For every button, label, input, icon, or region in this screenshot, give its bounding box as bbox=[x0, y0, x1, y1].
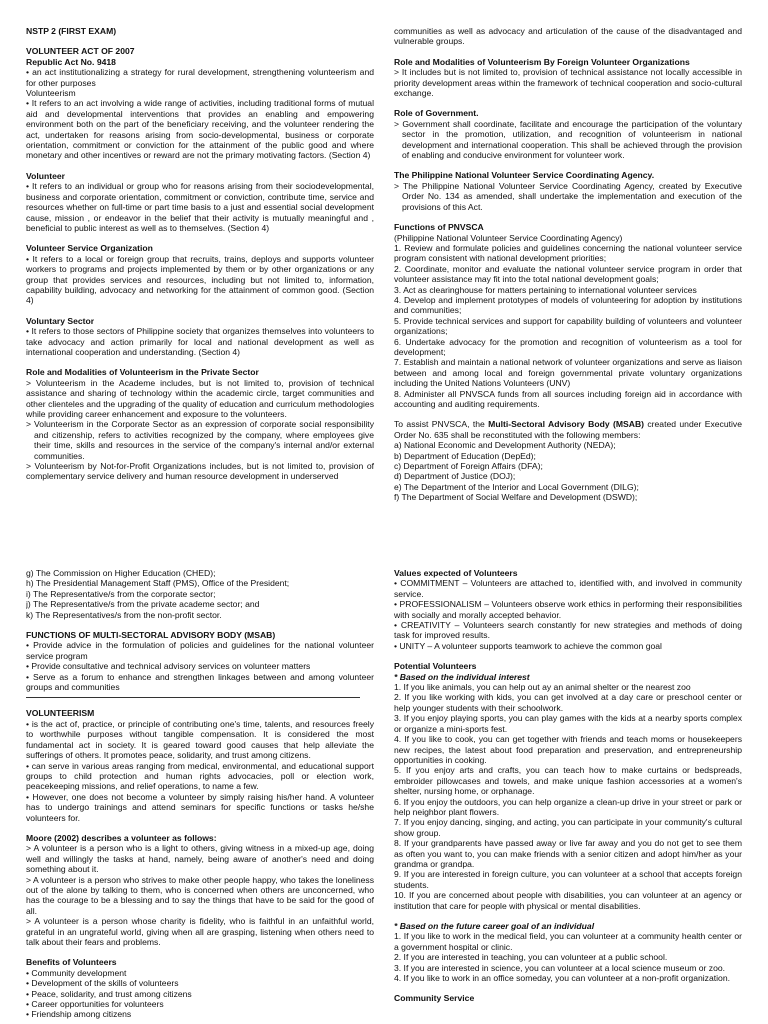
pnvsca-heading: The Philippine National Volunteer Service Coordinating Agency. bbox=[394, 170, 655, 181]
moore-item: > A volunteer is a person who strives to make other people happy, who takes the loneliness out of the alone by talking to them, who is concerned when others are unconcerned, who has the courage to be a blessing and to say the things that have to be said for the good of all. bbox=[26, 874, 374, 916]
pnvsca-definition: > The Philippine National Volunteer Service Coordinating Agency, created by Executive Order No. 134 as amended, shall undertake the implementation and execution of the provisions of this Act. bbox=[394, 180, 742, 212]
community-service-heading: Community Service bbox=[394, 993, 475, 1004]
benefits-heading: Benefits of Volunteers bbox=[26, 957, 117, 968]
benefit-item: • Peace, solidarity, and trust among citizens bbox=[26, 988, 192, 999]
value-item: • PROFESSIONALISM – Volunteers observe work ethics in performing their responsibilities with socially and morally accepted behavior. bbox=[394, 599, 742, 620]
msab-member: c) Department of Foreign Affairs (DFA); bbox=[394, 461, 543, 472]
foreign-org-heading: Role and Modalities of Volunteerism By Foreign Volunteer Organizations bbox=[394, 56, 690, 67]
interest-item: 10. If you are concerned about people with disabilities, you can volunteer at an agency or institution that care for people with physical or mental disabilities. bbox=[394, 890, 742, 911]
page2-left-column bbox=[26, 568, 374, 1024]
private-sector-academe: > Volunteerism in the Academe includes, but is not limited to, provision of technical assistance and sharing of technology within the academic circle, target communities and other clienteles and the upgrading of the quality of education and curriculum methodologies while providing career enhancement and exposure to the volunteers. bbox=[26, 377, 374, 419]
interest-item: 4. If you like to cook, you can get together with friends and teach moms or housekeepers new recipes, the latest about food preparation and preservation, and entrepreneurship opportunities in cooking. bbox=[394, 734, 742, 765]
msab-member: f) The Department of Social Welfare and Development (DSWD); bbox=[394, 492, 638, 503]
msab-member: d) Department of Justice (DOJ); bbox=[394, 471, 516, 482]
interest-item: 3. If you enjoy playing sports, you can play games with the kids at a nearby sports complex or organize a mini-sports fest. bbox=[394, 713, 742, 734]
benefit-item: • Community development bbox=[26, 967, 127, 978]
act-number: Republic Act No. 9418 bbox=[26, 56, 116, 67]
interest-item: 2. If you like working with kids, you can get involved at a day care or preschool center or help younger students with their schoolwork. bbox=[394, 692, 742, 713]
msab-member: h) The Presidential Management Staff (PMS), Office of the President; bbox=[26, 578, 290, 589]
benefit-item: • Career opportunities for volunteers bbox=[26, 999, 164, 1010]
government-heading: Role of Government. bbox=[394, 108, 479, 119]
function-item: 4. Develop and implement prototypes of models of volunteering for adoption by institutions and communities; bbox=[394, 294, 742, 316]
page1-right-column bbox=[394, 26, 742, 503]
vso-definition: • It refers to a local or foreign group that recruits, trains, deploys and supports volunteer workers to programs and projects implemented by them or by other organizations or any group that provides services and resources, including but not limited to, information, capability building, advocacy and networking for the attainment of common good. (Section 4) bbox=[26, 253, 374, 306]
voluntary-sector-heading: Voluntary Sector bbox=[26, 315, 95, 326]
msab-functions-heading: FUNCTIONS OF MULTI-SECTORAL ADVISORY BODY (MSAB) bbox=[26, 630, 276, 641]
page2-right-column bbox=[394, 568, 742, 1024]
private-sector-heading: Role and Modalities of Volunteerism in the Private Sector bbox=[26, 367, 259, 378]
foreign-org-definition: > It includes but is not limited to, provision of technical assistance not locally accessible in priority development areas within the framework of technical cooperation and socio-cultural exchange. bbox=[394, 67, 742, 99]
function-item: 2. Coordinate, monitor and evaluate the national volunteer service program in order that volunteer assistance may fit into the total national development goals; bbox=[394, 263, 742, 285]
interest-item: 1. If you like animals, you can help out ay an animal shelter or the nearest zoo bbox=[394, 682, 691, 693]
values-heading: Values expected of Volunteers bbox=[394, 568, 518, 578]
functions-subtitle: (Philippine National Volunteer Service Coordinating Agency) bbox=[394, 232, 623, 243]
career-item: 2. If you are interested in teaching, you can volunteer at a public school. bbox=[394, 952, 668, 963]
function-item: 8. Administer all PNVSCA funds from all sources including foreign aid in accordance with accounting and auditing requirements. bbox=[394, 388, 742, 409]
potential-heading: Potential Volunteers bbox=[394, 661, 477, 672]
page1-left-column bbox=[26, 26, 374, 482]
msab-function: • Provide consultative and technical advisory services on volunteer matters bbox=[26, 661, 311, 672]
msab-member: k) The Representatives/s from the non-profit sector. bbox=[26, 609, 222, 620]
msab-member: g) The Commission on Higher Education (CHED); bbox=[26, 568, 216, 578]
benefit-item: • Development of the skills of volunteers bbox=[26, 978, 179, 989]
volunteerism-label: Volunteerism bbox=[26, 88, 76, 99]
career-item: 3. If you are interested in science, you can volunteer at a local science museum or zoo. bbox=[394, 962, 726, 973]
volunteer-heading: Volunteer bbox=[26, 170, 65, 181]
msab-member: e) The Department of the Interior and Local Government (DILG); bbox=[394, 481, 639, 492]
exam-title: NSTP 2 (FIRST EXAM) bbox=[26, 26, 117, 36]
msab-member: b) Department of Education (DepEd); bbox=[394, 450, 536, 461]
value-item: • CREATIVITY – Volunteers search constantly for new strategies and methods of doing task for improved results. bbox=[394, 620, 742, 641]
volunteerism-item: • However, one does not become a volunteer by simply raising his/her hand. A volunteer has to undergo trainings and attend seminars for specific functions or tasks he/she volunteers for. bbox=[26, 791, 374, 823]
divider bbox=[26, 697, 360, 698]
msab-name: Multi-Sectoral Advisory Body (MSAB) bbox=[488, 419, 645, 430]
msab-member: a) National Economic and Development Authority (NEDA); bbox=[394, 440, 616, 451]
function-item: 3. Act as clearinghouse for matters pertaining to international volunteer services bbox=[394, 284, 697, 295]
function-item: 5. Provide technical services and support for capability building of volunteers and volunteer organizations; bbox=[394, 315, 742, 337]
career-item: 1. If you like to work in the medical field, you can volunteer at a community health center or a government hospital or clinic. bbox=[394, 931, 742, 952]
functions-heading: Functions of PNVSCA bbox=[394, 222, 484, 233]
volunteerism-item: • can serve in various areas ranging from medical, environmental, and educational support groups to child protection and human rights advocacies, poll or election work, peacekeeping missions, and relief operations, to name a few. bbox=[26, 760, 374, 792]
interest-item: 9. If you are interested in foreign culture, you can volunteer at a school that accepts foreign students. bbox=[394, 869, 742, 890]
career-subheading: * Based on the future career goal of an individual bbox=[394, 921, 595, 931]
function-item: 6. Undertake advocacy for the promotion and recognition of volunteerism as a tool for development; bbox=[394, 336, 742, 357]
interest-item: 5. If you enjoy arts and crafts, you can teach how to make curtains or bedspreads, embroider pillowcases and towels, and make unique fashion accessories at a women's shelter, nursing home, or orphanage. bbox=[394, 765, 742, 797]
msab-intro-text-2: created under Executive Order No. 635 shall be reconstituted with the following members: bbox=[394, 419, 742, 440]
volunteerism-definition: • It refers to an act involving a wide range of activities, including traditional forms of mutual aid and developmental interventions that provides an enabling and empowering environment both on the part of the beneficiary receiving, and the volunteer rendering the act, undertaken for reasons arising from socio-developmental, business or corporate orientation, commitment or conviction for the attainment of the public good and where monetary and other incentives or reward are not the primary motivating factors. (Section 4) bbox=[26, 98, 374, 161]
value-item: • UNITY – A volunteer supports teamwork to achieve the common goal bbox=[394, 640, 662, 651]
moore-heading: Moore (2002) describes a volunteer as follows: bbox=[26, 832, 217, 843]
function-item: 7. Establish and maintain a national network of volunteer organizations and serve as liaison between and among local and foreign governmental private voluntary organizations including the United Nations Volunteers (UNV) bbox=[394, 357, 742, 389]
msab-member: j) The Representative/s from the private academe sector; and bbox=[26, 599, 260, 610]
moore-item: > A volunteer is a person who is a light to others, giving witness in a mixed-up age, doing well and willingly the tasks at hand, namely, being aware of another's need and doing something about it. bbox=[26, 843, 374, 875]
voluntary-sector-definition: • It refers to those sectors of Philippine society that organizes themselves into volunteers to take advocacy and action primarily for local and national development as well as international cooperation and understanding. (Section 4) bbox=[26, 326, 374, 357]
government-definition: > Government shall coordinate, facilitate and encourage the participation of the voluntary sector in the promotion, utilization, and recognition of volunteerism in national development and international cooperation. This shall be achieved through the provision of enabling and conducive environment for volunteer work. bbox=[394, 118, 742, 161]
interest-item: 7. If you enjoy dancing, singing, and acting, you can participate in your community's cultural show group. bbox=[394, 817, 742, 838]
msab-intro bbox=[394, 419, 742, 440]
function-item: 1. Review and formulate policies and guidelines concerning the national volunteer service program consistent with national development priorities; bbox=[394, 242, 742, 264]
benefit-item: • Friendship among citizens bbox=[26, 1009, 132, 1020]
volunteerism-item: • is the act of, practice, or principle of contributing one's time, talents, and resources freely to worthwhile purposes without tangible compensation. It is considered the most fundamental act in society. It is geared toward good causes that help alleviate the sufferings of others. It promotes peace, solidarity, and trust among citizens. bbox=[26, 718, 374, 761]
act-bullet: • an act institutionalizing a strategy for rural development, strengthening volunteerism and for other purposes bbox=[26, 67, 374, 88]
act-title: VOLUNTEER ACT OF 2007 bbox=[26, 46, 135, 57]
private-sector-nonprofit: > Volunteerism by Not-for-Profit Organizations includes, but is not limited to, provision of complementary service delivery and human resource development in underserved bbox=[26, 461, 374, 482]
career-item: 4. If you like to work in an office someday, you can volunteer at a non-profit organization. bbox=[394, 973, 730, 984]
msab-intro-text: To assist PNVSCA, the bbox=[394, 419, 489, 430]
vso-heading: Volunteer Service Organization bbox=[26, 243, 153, 254]
msab-function: • Serve as a forum to enhance and strengthen linkages between and among volunteer groups and communities bbox=[26, 671, 374, 693]
msab-function: • Provide advice in the formulation of policies and guidelines for the national volunteer service program bbox=[26, 640, 374, 661]
msab-member: i) The Representative/s from the corporate sector; bbox=[26, 588, 216, 599]
private-sector-corporate: > Volunteerism in the Corporate Sector as an expression of corporate social responsibility and citizenship, refers to activities recognized by the company, where employees give their time, skills and resources in the service of the company's internal and/or external communities. bbox=[26, 419, 374, 461]
value-item: • COMMITMENT – Volunteers are attached to, identified with, and involved in community service. bbox=[394, 578, 742, 599]
volunteer-definition: • It refers to an individual or group who for reasons arising from their sociodevelopmental, business and corporate orientation, commitment or conviction, contribute time, service and resources whether on full-time or part time basis to a just and essential social development cause, mission , or endeavor in the belief that their activity is mutually meaningful and , beneficial to public interest as well as to themselves. (Section 4) bbox=[26, 181, 374, 233]
nonprofit-continuation: communities as well as advocacy and articulation of the cause of the disadvantaged and vulnerable groups. bbox=[394, 26, 742, 47]
interest-item: 8. If your grandparents have passed away or live far away and you do not get to see them as often you want to, you can make friends with a senior citizen and adopt him/her as your grandma or grandpa. bbox=[394, 838, 742, 869]
interest-subheading: * Based on the individual interest bbox=[394, 671, 530, 682]
volunteerism-heading: VOLUNTEERISM bbox=[26, 708, 95, 719]
moore-item: > A volunteer is a person whose charity is fidelity, who is faithful in an unfaithful world, grateful in an ungrateful world, giving when all are grasping, listening when others need to talk about their fears and problems. bbox=[26, 916, 374, 947]
interest-item: 6. If you enjoy the outdoors, you can help organize a clean-up drive in your street or park or help neighbor plant flowers. bbox=[394, 796, 742, 817]
